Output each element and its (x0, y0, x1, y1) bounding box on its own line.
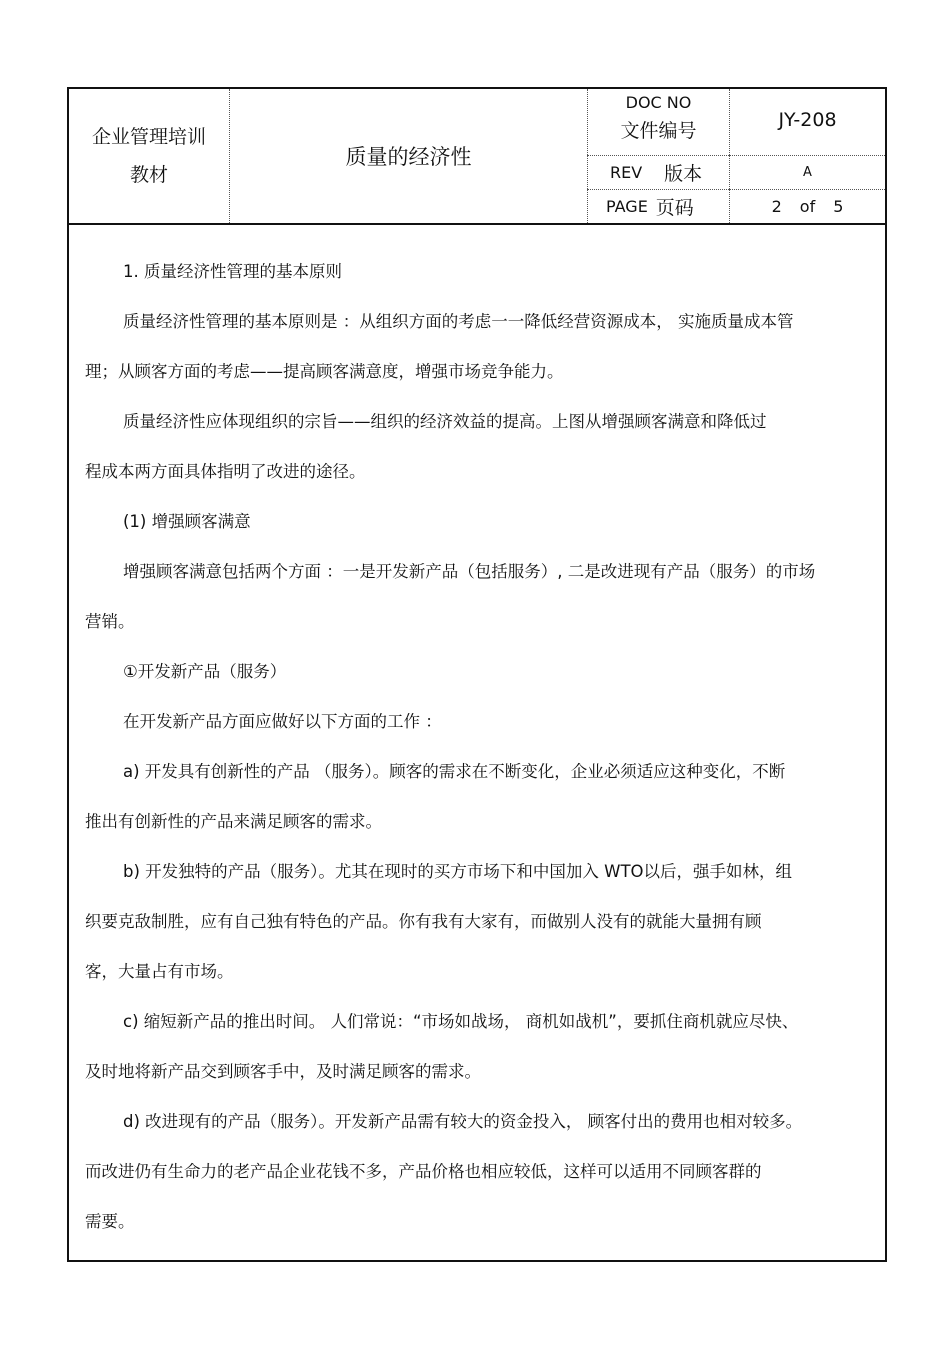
document-body (85, 247, 871, 1247)
list-item-a: a) 开发具有创新性的产品 （服务）。顾客的需求在不断变化，企业必须适应这种变化，不断 (123, 762, 786, 781)
paragraph-line: 客，大量占有市场。 (85, 962, 234, 981)
company-line-1: 企业管理培训 (91, 126, 206, 148)
page-label-zh: 页码 (655, 197, 694, 219)
list-item-c: c) 缩短新产品的推出时间。 人们常说：“市场如战场， 商机如战机”，要抓住商机就应尽快、 (123, 1012, 799, 1031)
paragraph-line: 推出有创新性的产品来满足顾客的需求。 (85, 812, 382, 831)
document-title: 质量的经济性 (229, 89, 587, 223)
docno-label-zh: 文件编号 (620, 120, 697, 142)
section-heading: 1. 质量经济性管理的基本原则 (123, 262, 342, 281)
list-item-d: d) 改进现有的产品（服务）。开发新产品需有较大的资金投入， 顾客付出的费用也相对较多。 (123, 1112, 803, 1131)
rev-label-zh: 版本 (664, 163, 703, 185)
company-cell (69, 89, 229, 223)
paragraph-line: 需要。 (85, 1212, 135, 1231)
company-line-2: 教材 (129, 164, 168, 186)
docno-value: JY-208 (729, 89, 885, 155)
docno-label-en: DOC NO (625, 93, 692, 112)
page-of: of (799, 197, 816, 216)
rev-label-cell (587, 155, 729, 189)
document-header (69, 89, 885, 225)
subsection-heading: ①开发新产品（服务） (123, 662, 287, 681)
paragraph-line: 质量经济性管理的基本原则是 ：从组织方面的考虑一一降低经营资源成本， 实施质量成本管 (123, 312, 794, 331)
paragraph-line: 织要克敌制胜，应有自己独有特色的产品。你有我有大家有，而做别人没有的就能大量拥有顾 (85, 912, 762, 931)
page-current: 2 (771, 197, 782, 216)
page-label-cell (587, 189, 729, 223)
paragraph-line: 质量经济性应体现组织的宗旨——组织的经济效益的提高。上图从增强顾客满意和降低过 (123, 412, 767, 431)
paragraph-line: 营销。 (85, 612, 135, 631)
list-item-b: b) 开发独特的产品（服务）。尤其在现时的买方市场下和中国加入 WTO以后，强手如林，组 (123, 862, 793, 881)
page-total: 5 (833, 197, 844, 216)
paragraph-line: 而改进仍有生命力的老产品企业花钱不多，产品价格也相应较低，这样可以适用不同顾客群的 (85, 1162, 762, 1181)
paragraph-line: 及时地将新产品交到顾客手中，及时满足顾客的需求。 (85, 1062, 481, 1081)
rev-label-en: REV (610, 163, 643, 182)
paragraph-line: 程成本两方面具体指明了改进的途径。 (85, 462, 366, 481)
paragraph-line: 在开发新产品方面应做好以下方面的工作 ： (123, 712, 442, 731)
document-frame (67, 87, 887, 1262)
rev-value: A (729, 155, 885, 189)
page-label-en: PAGE (606, 197, 648, 216)
paragraph-line: 增强顾客满意包括两个方面 ：一是开发新产品（包括服务）, 二是改进现有产品（服务）的市场 (123, 562, 816, 581)
docno-label-cell (587, 89, 729, 155)
paragraph-line: 理；从顾客方面的考虑——提高顾客满意度，增强市场竞争能力。 (85, 362, 564, 381)
page-value (729, 189, 885, 223)
subsection-heading: (1) 增强顾客满意 (123, 512, 251, 531)
